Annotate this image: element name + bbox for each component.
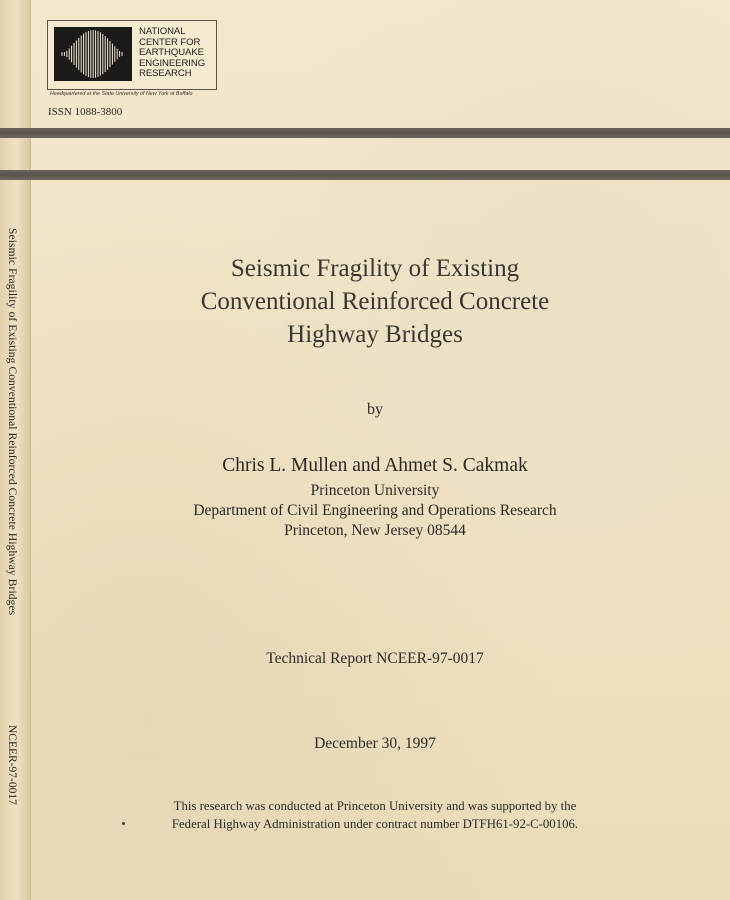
funding-note [50,797,700,833]
spine-report-code: NCEER-97-0017 [6,725,18,805]
technical-report-number: Technical Report NCEER-97-0017 [266,650,484,667]
seismograph-wave-icon [54,27,132,81]
publisher-name [139,27,214,80]
authors: Chris L. Mullen and Ahmet S. Cakmak [222,455,528,476]
seismograph-logo-icon [54,27,132,81]
title-line: Conventional Reinforced Concrete [200,288,550,315]
report-date: December 30, 1997 [314,735,436,752]
note-line: Federal Highway Administration under contract number DTFH61-92-C-00106. [171,817,579,831]
affiliation-line: Department of Civil Engineering and Operations Research [193,502,557,519]
ink-speck [122,822,125,825]
publisher-line: CENTER FOR [139,36,201,48]
spine-title: Seismic Fragility of Existing Conventional Reinforced Concrete Highway Bridges [6,228,18,616]
publisher-line: NATIONAL [139,26,186,37]
by-label: by [367,401,383,418]
publisher-line: EARTHQUAKE [139,47,204,59]
publisher-line: RESEARCH [139,68,192,80]
issn-number: ISSN 1088-3800 [48,106,123,118]
publisher-headquarters: Headquartered at the State University of New York at Buffalo [50,91,193,97]
affiliation-line: Princeton, New Jersey 08544 [284,522,466,539]
note-line: This research was conducted at Princeton University and was supported by the [173,799,577,813]
publisher-line: ENGINEERING [139,57,206,69]
publisher-logo [47,20,217,90]
second-band [0,170,730,180]
affiliation [60,481,690,541]
report-title [110,252,640,351]
title-line: Seismic Fragility of Existing [230,255,520,282]
title-line: Highway Bridges [287,321,463,348]
top-band [0,128,730,138]
affiliation-line: Princeton University [310,482,440,499]
